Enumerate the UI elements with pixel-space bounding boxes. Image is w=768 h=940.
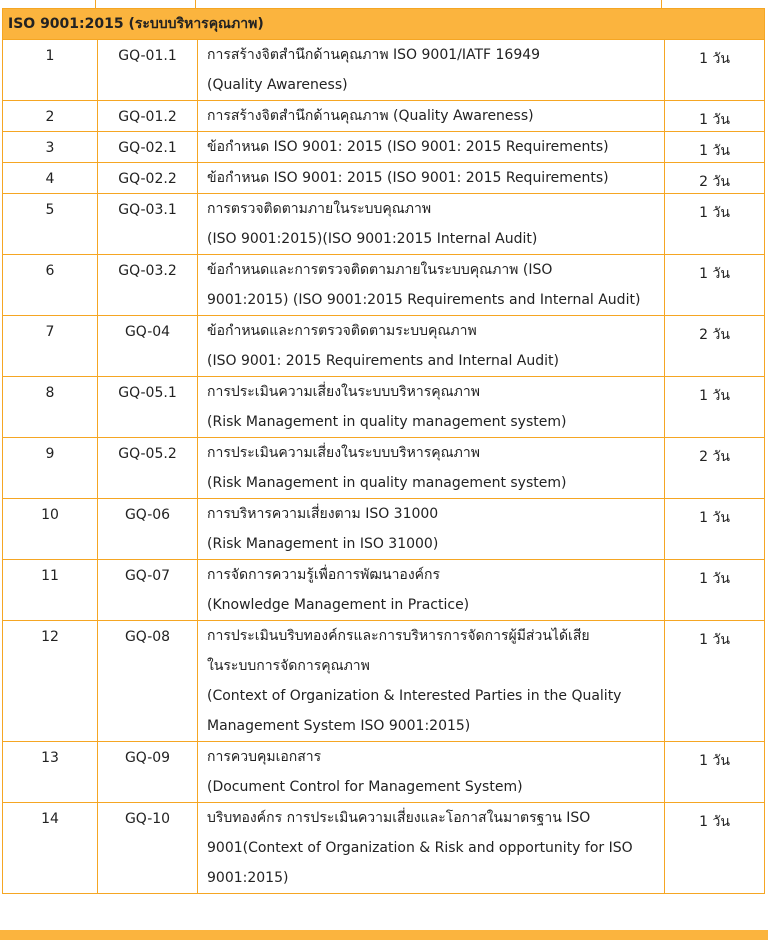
table-row [3,255,765,316]
course-title-line: บริบทองค์กร การประเมินความเสี่ยงและโอกาสในมาตรฐาน ISO [207,810,591,826]
course-title [198,316,665,377]
course-code: GQ-04 [98,316,198,377]
table-row [3,194,765,255]
course-title-line: (ISO 9001:2015)(ISO 9001:2015 Internal Audit) [207,231,538,247]
course-code: GQ-02.2 [98,163,198,194]
top-edge-col-title [195,0,662,8]
row-number: 5 [3,194,98,255]
course-title-line: 9001:2015) (ISO 9001:2015 Requirements and Internal Audit) [207,292,641,308]
course-title [198,255,665,316]
course-code: GQ-01.2 [98,101,198,132]
course-code: GQ-08 [98,621,198,742]
course-title-line: การประเมินความเสี่ยงในระบบบริหารคุณภาพ [207,384,480,400]
course-title [198,560,665,621]
row-number: 13 [3,742,98,803]
course-title [198,499,665,560]
row-number: 12 [3,621,98,742]
table-row [3,621,765,742]
row-number: 6 [3,255,98,316]
table-bottom-bar [0,930,768,940]
table-row [3,803,765,894]
course-duration: 1 วัน [665,40,765,101]
course-title [198,132,665,163]
course-title [198,621,665,742]
table-row [3,132,765,163]
row-number: 10 [3,499,98,560]
course-code: GQ-07 [98,560,198,621]
course-title-line: Management System ISO 9001:2015) [207,718,471,734]
table-row [3,560,765,621]
course-title [198,194,665,255]
course-title-line: การประเมินบริบทองค์กรและการบริหารการจัดการผู้มีส่วนได้เสีย [207,628,590,644]
course-duration: 1 วัน [665,194,765,255]
row-number: 9 [3,438,98,499]
course-title-line: ข้อกำหนด ISO 9001: 2015 (ISO 9001: 2015 Requirements) [207,170,609,186]
row-number: 4 [3,163,98,194]
course-title-line: การตรวจติดตามภายในระบบคุณภาพ [207,201,432,217]
row-number: 14 [3,803,98,894]
course-code: GQ-03.2 [98,255,198,316]
table-row [3,163,765,194]
course-duration: 1 วัน [665,132,765,163]
table-row [3,377,765,438]
course-code: GQ-03.1 [98,194,198,255]
course-title-line: (Context of Organization & Interested Parties in the Quality [207,688,622,704]
course-title-line: การบริหารความเสี่ยงตาม ISO 31000 [207,506,439,522]
course-title [198,163,665,194]
course-title-line: (Knowledge Management in Practice) [207,597,470,613]
course-duration: 2 วัน [665,316,765,377]
course-title-line: (Quality Awareness) [207,77,348,93]
row-number: 11 [3,560,98,621]
course-table [2,8,765,894]
top-edge-col-no [0,0,96,8]
course-title-line: ข้อกำหนดและการตรวจติดตามระบบคุณภาพ [207,323,477,339]
table-row [3,316,765,377]
row-number: 2 [3,101,98,132]
course-code: GQ-10 [98,803,198,894]
course-title [198,742,665,803]
course-code: GQ-05.2 [98,438,198,499]
course-duration: 1 วัน [665,803,765,894]
table-top-edge [0,0,768,8]
course-title-line: การสร้างจิตสำนึกด้านคุณภาพ (Quality Awareness) [207,108,534,124]
row-number: 8 [3,377,98,438]
top-edge-col-code [95,0,196,8]
course-title-line: 9001:2015) [207,870,289,886]
course-title-line: (Risk Management in quality management system) [207,414,567,430]
course-duration: 1 วัน [665,499,765,560]
course-title-line: (Risk Management in ISO 31000) [207,536,439,552]
course-code: GQ-01.1 [98,40,198,101]
course-code: GQ-09 [98,742,198,803]
course-title-line: (Document Control for Management System) [207,779,523,795]
table-row [3,438,765,499]
table-row [3,40,765,101]
course-duration: 1 วัน [665,621,765,742]
course-title-line: (ISO 9001: 2015 Requirements and Internal Audit) [207,353,559,369]
course-code: GQ-02.1 [98,132,198,163]
course-title-line: การควบคุมเอกสาร [207,749,322,765]
course-title [198,803,665,894]
course-code: GQ-05.1 [98,377,198,438]
course-title-line: (Risk Management in quality management system) [207,475,567,491]
course-duration: 1 วัน [665,742,765,803]
course-duration: 1 วัน [665,255,765,316]
course-title-line: ข้อกำหนดและการตรวจติดตามภายในระบบคุณภาพ (ISO [207,262,553,278]
course-duration: 1 วัน [665,101,765,132]
table-row [3,499,765,560]
course-duration: 1 วัน [665,377,765,438]
course-title-line: การประเมินความเสี่ยงในระบบบริหารคุณภาพ [207,445,480,461]
section-title: ISO 9001:2015 (ระบบบริหารคุณภาพ) [3,9,765,40]
row-number: 1 [3,40,98,101]
table-row [3,101,765,132]
course-duration: 1 วัน [665,560,765,621]
course-title-line: ข้อกำหนด ISO 9001: 2015 (ISO 9001: 2015 Requirements) [207,139,609,155]
course-title [198,40,665,101]
row-number: 7 [3,316,98,377]
course-duration: 2 วัน [665,163,765,194]
course-title-line: การจัดการความรู้เพื่อการพัฒนาองค์กร [207,567,441,583]
course-title-line: 9001(Context of Organization & Risk and opportunity for ISO [207,840,633,856]
section-header-row [3,9,765,40]
course-title [198,101,665,132]
row-number: 3 [3,132,98,163]
course-title [198,438,665,499]
course-code: GQ-06 [98,499,198,560]
course-title [198,377,665,438]
table-row [3,742,765,803]
course-duration: 2 วัน [665,438,765,499]
course-title-line: การสร้างจิตสำนึกด้านคุณภาพ ISO 9001/IATF 16949 [207,47,541,63]
course-title-line: ในระบบการจัดการคุณภาพ [207,658,370,674]
